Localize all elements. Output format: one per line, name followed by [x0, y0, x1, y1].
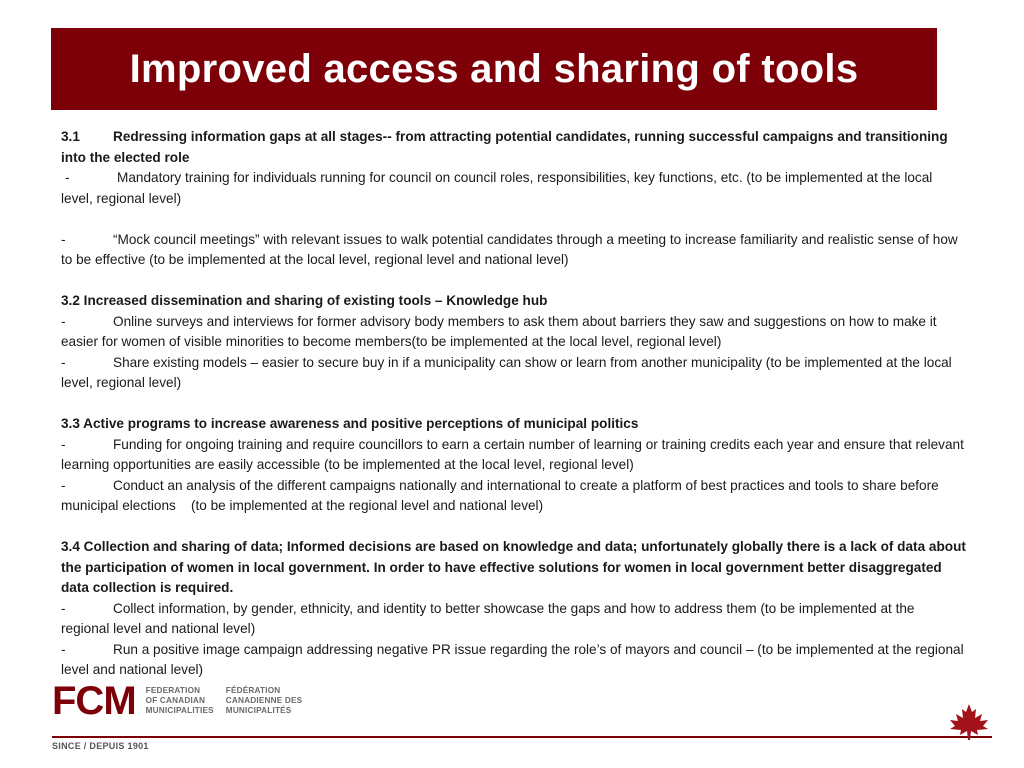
fcm-french-name [226, 686, 303, 716]
maple-leaf-icon [944, 702, 994, 742]
bullet-text: Share existing models – easier to secure buy in if a municipality can show or learn from another municipality (to be implemented at the local level, regional level) [61, 354, 952, 390]
section-3-4 [61, 537, 966, 681]
since-label: SINCE / DEPUIS 1901 [52, 741, 149, 751]
bullet-marker: - [61, 436, 66, 452]
section-heading: 3.2 Increased dissemination and sharing of existing tools – Knowledge hub [61, 293, 548, 308]
fcm-en-line: MUNICIPALITIES [145, 706, 214, 715]
bullet-text: Conduct an analysis of the different campaigns nationally and international to create a platform of best practices and tools to share before municipal elections (to be implemented at the regional level and national level) [61, 477, 943, 513]
fcm-logo [52, 679, 314, 723]
fcm-subtitle [146, 686, 315, 716]
fcm-wordmark: FCM [52, 679, 136, 723]
section-heading: 3.3 Active programs to increase awareness and positive perceptions of municipal politics [61, 416, 639, 431]
bullet-item [61, 599, 966, 640]
section-3-3 [61, 414, 966, 517]
fcm-en-line: OF CANADIAN [145, 696, 206, 705]
fcm-fr-line: CANADIENNE DES [225, 696, 303, 705]
bullet-text: “Mock council meetings” with relevant issues to walk potential candidates through a meeting to increase familiarity and realistic sense of how to be effective (to be implemented at the local level, regional level and national level) [61, 231, 958, 267]
section-3-1-cont [61, 230, 966, 271]
bullet-item [61, 476, 966, 517]
fcm-en-line: FEDERATION [145, 686, 201, 695]
bullet-marker: - [61, 641, 66, 657]
slide-body [61, 127, 966, 681]
bullet-item [61, 168, 966, 209]
bullet-item [61, 312, 966, 353]
section-number: 3.1 [61, 129, 80, 144]
bullet-marker: - [65, 170, 70, 185]
bullet-item [61, 435, 966, 476]
fcm-fr-line: MUNICIPALITÉS [225, 706, 292, 715]
bullet-text: Run a positive image campaign addressing negative PR issue regarding the role’s of mayors and council – (to be implemented at the regional level and national level) [61, 641, 964, 677]
fcm-fr-line: FÉDÉRATION [225, 686, 281, 695]
bullet-text: Funding for ongoing training and require councillors to earn a certain number of learning or training credits each year and ensure that relevant learning opportunities are easily accessible (to be implemented at the local level, regional level) [61, 436, 964, 472]
bullet-item [61, 640, 966, 681]
section-3-2 [61, 291, 966, 394]
section-heading-text: Redressing information gaps at all stages-- from attracting potential candidates, running successful campaigns and transitioning into the elected role [61, 129, 948, 165]
bullet-text: Mandatory training for individuals running for council on council roles, responsibilities, key functions, etc. (to be implemented at the local level, regional level) [61, 170, 933, 206]
bullet-item [61, 353, 966, 394]
bullet-text: Collect information, by gender, ethnicity, and identity to better showcase the gaps and how to address them (to be implemented at the regional level and national level) [61, 600, 915, 636]
bullet-marker: - [61, 477, 66, 493]
bullet-marker: - [61, 231, 66, 247]
bullet-marker: - [61, 313, 66, 329]
slide-title: Improved access and sharing of tools [129, 46, 859, 91]
bullet-item [61, 230, 966, 271]
footer-divider [52, 736, 992, 738]
title-banner [51, 28, 937, 110]
bullet-marker: - [61, 354, 66, 370]
bullet-marker: - [61, 600, 66, 616]
section-heading [61, 127, 966, 168]
fcm-english-name [146, 686, 214, 716]
section-3-1 [61, 127, 966, 209]
section-heading: 3.4 Collection and sharing of data; Informed decisions are based on knowledge and data; unfortunately globally there is a lack of data about the participation of women in local government. In order to have effective solutions for women in local government better disaggregated data collection is required. [61, 539, 966, 595]
bullet-text: Online surveys and interviews for former advisory body members to ask them about barriers they saw and suggestions on how to make it easier for women of visible minorities to become members(to be implemented at the local level, regional level) [61, 313, 937, 349]
